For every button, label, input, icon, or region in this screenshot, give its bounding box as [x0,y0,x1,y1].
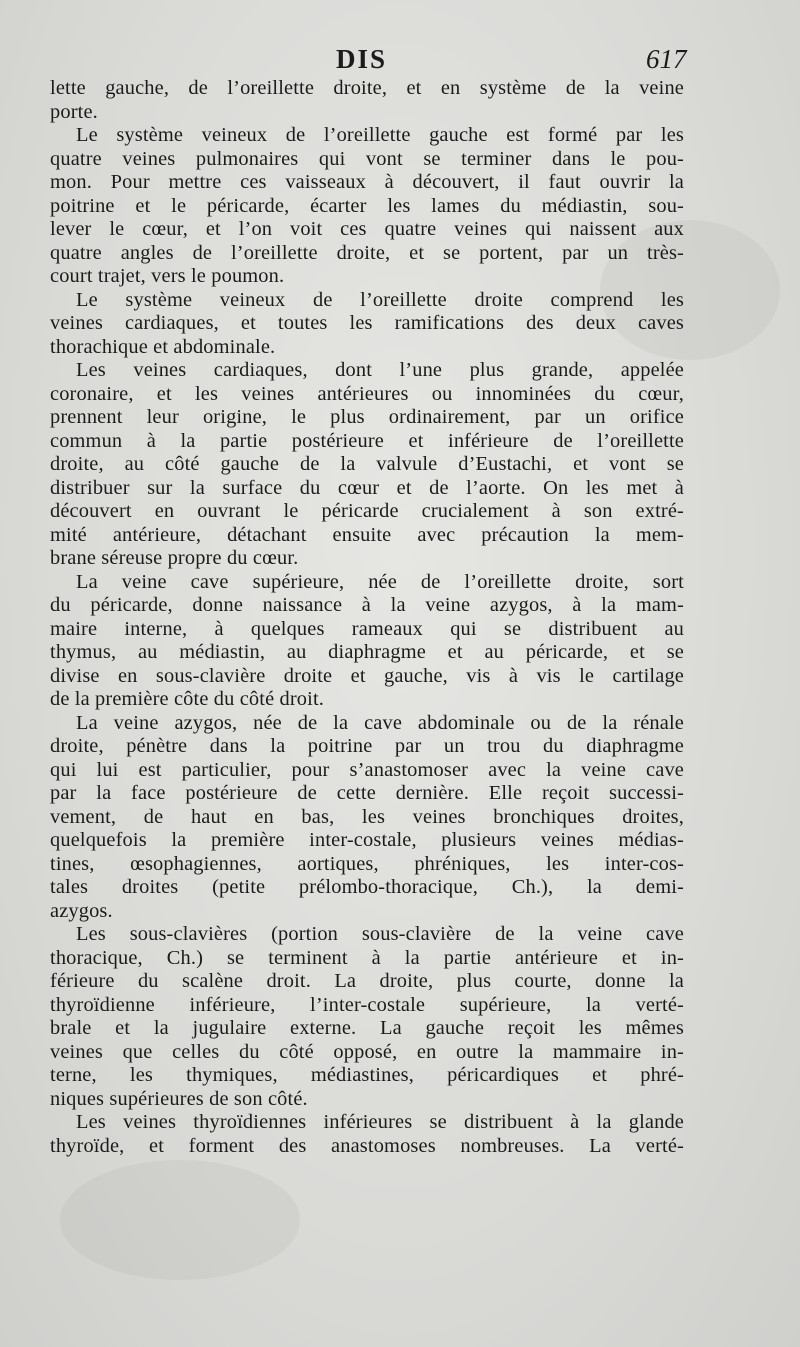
text-line: lette gauche, de l’oreillette droite, et en système de la veine [50,77,684,99]
text-line: prennent leur origine, le plus ordinairement, par un orifice [50,406,684,428]
text-line: poitrine et le péricarde, écarter les lames du médiastin, sou- [50,194,684,217]
text-line: commun à la partie postérieure et inférieure de l’oreillette [50,429,684,452]
text-line: coronaire, et les veines antérieures ou innominées du cœur, [50,382,684,405]
text-line: quatre angles de l’oreillette droite, et se portent, par un très- [50,241,684,264]
text-line: tales droites (petite prélombo-thoracique, Ch.), la demi- [50,876,684,898]
text-line: thyroïde, et forment des anastomoses nombreuses. La verté- [50,1134,684,1157]
text-line: distribuer sur la surface du cœur et de l’aorte. On les met à [50,476,684,499]
page-number: 617 [646,44,687,74]
text-line: veines cardiaques, et toutes les ramifications des deux caves [50,312,684,334]
text-line: mon. Pour mettre ces vaisseaux à découvert, il faut ouvrir la [50,171,684,193]
text-line: thyroïdienne inférieure, l’inter-costale supérieure, la verté- [50,993,684,1016]
text-line: de la première côte du côté droit. [50,688,325,710]
text-line: maire interne, à quelques rameaux qui se distribuent au [50,617,684,640]
text-line: brale et la jugulaire externe. La gauche reçoit les mêmes [50,1017,684,1039]
body-text [50,77,684,1158]
text-line: azygos. [50,899,113,922]
text-line: lever le cœur, et l’on voit ces quatre veines qui naissent aux [50,218,684,240]
text-line: Les veines thyroïdiennes inférieures se distribuent à la glande [76,1111,684,1133]
text-line: La veine cave supérieure, née de l’oreillette droite, sort [76,570,684,593]
text-line: férieure du scalène droit. La droite, plus courte, donne la [50,970,684,992]
text-line: qui lui est particulier, pour s’anastomoser avec la veine cave [50,758,684,781]
text-line: droite, au côté gauche de la valvule d’Eustachi, et vont se [50,453,684,475]
text-line: découvert en ouvrant le péricarde crucialement à son extré- [50,500,684,522]
text-line: thorachique et abdominale. [50,335,276,358]
text-line: Le système veineux de l’oreillette droite comprend les [76,288,684,311]
text-line: quatre veines pulmonaires qui vont se terminer dans le pou- [50,147,684,170]
text-line: divise en sous-clavière droite et gauche, vis à vis le cartilage [50,664,684,687]
text-line: Le système veineux de l’oreillette gauche est formé par les [76,124,684,146]
text-line: vement, de haut en bas, les veines bronchiques droites, [50,805,684,828]
text-line: porte. [50,100,98,123]
text-line: quelquefois la première inter-costale, plusieurs veines médias- [50,829,684,851]
text-line: tines, œsophagiennes, aortiques, phréniques, les inter-cos- [50,852,684,875]
text-line: brane séreuse propre du cœur. [50,547,299,569]
text-line: par la face postérieure de cette dernière. Elle reçoit successi- [50,782,684,804]
text-line: mité antérieure, détachant ensuite avec précaution la mem- [50,523,684,546]
text-line: La veine azygos, née de la cave abdominale ou de la rénale [76,711,684,734]
text-line: niques supérieures de son côté. [50,1087,308,1110]
text-line: thymus, au médiastin, au diaphragme et au péricarde, et se [50,641,684,663]
text-line: Les veines cardiaques, dont l’une plus grande, appelée [76,359,684,381]
text-line: court trajet, vers le poumon. [50,265,285,287]
running-head-title: DIS [336,44,388,74]
text-line: Les sous-clavières (portion sous-clavière de la veine cave [76,923,684,945]
text-line: droite, pénètre dans la poitrine par un trou du diaphragme [50,735,684,757]
paper-stain [60,1160,300,1280]
text-line: terne, les thymiques, médiastines, péricardiques et phré- [50,1064,684,1086]
text-line: veines que celles du côté opposé, en outre la mammaire in- [50,1040,684,1063]
text-line: du péricarde, donne naissance à la veine azygos, à la mam- [50,594,684,616]
text-line: thoracique, Ch.) se terminent à la partie antérieure et in- [50,946,684,969]
